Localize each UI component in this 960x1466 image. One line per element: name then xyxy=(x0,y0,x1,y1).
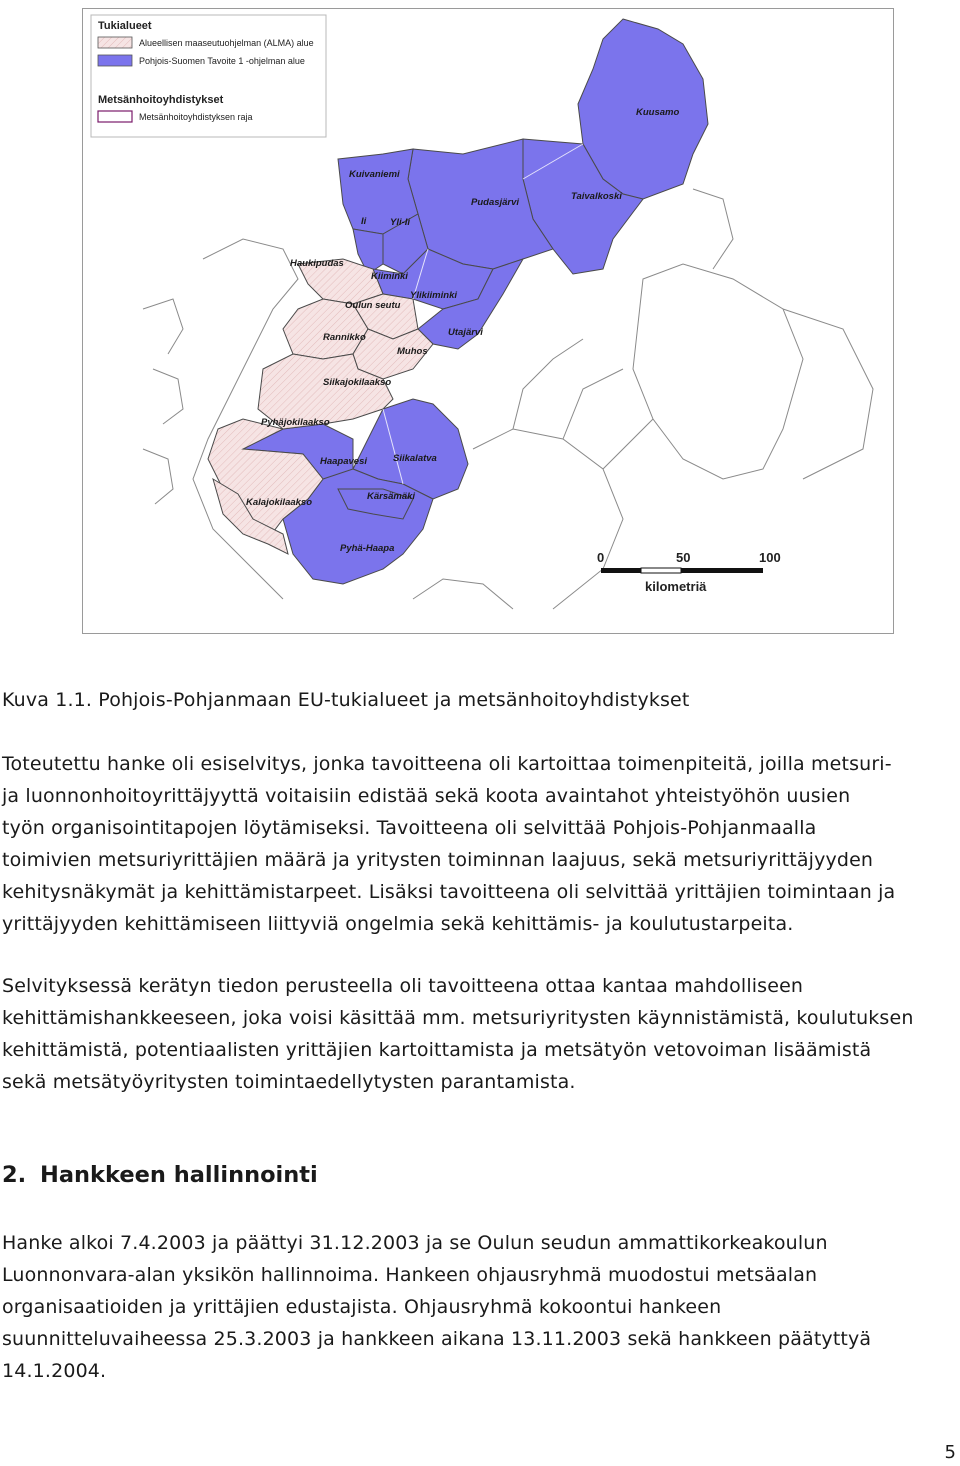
scale-tick-label: 50 xyxy=(676,550,691,565)
scale-unit: kilometriä xyxy=(645,579,707,594)
place-label: Pudasjärvi xyxy=(471,197,520,208)
legend-item-alma: Alueellisen maaseutuohjelman (ALMA) alue xyxy=(139,38,314,48)
place-label: Ii xyxy=(361,216,367,227)
place-label: Ylikiiminki xyxy=(410,290,457,301)
text-line: kehitysnäkymät ja kehittämistarpeet. Lisäksi tavoitteena oli selvittää yrittäjien toimintaan ja xyxy=(2,881,896,903)
text-line: toimivien metsuriyrittäjien määrä ja yritysten toiminnan laajuus, sekä metsuriyrittäjyyden xyxy=(2,849,874,871)
text-line: 14.1.2004. xyxy=(2,1360,107,1382)
place-label: Haukipudas xyxy=(290,258,344,269)
text-line: kehittämistä, potentiaalisten yrittäjien kartoittamista ja metsätyön vetovoiman lisäämistä xyxy=(2,1039,872,1061)
place-label: Taivalkoski xyxy=(571,191,622,202)
map-legend xyxy=(91,15,326,137)
paragraph-development xyxy=(2,970,958,1098)
text-line: organisaatioiden ja yrittäjien edustajista. Ohjausryhmä kokoontui hankeen xyxy=(2,1296,722,1318)
place-label: Kärsämäki xyxy=(367,491,416,502)
place-label: Pyhäjokilaakso xyxy=(261,417,330,428)
text-line: Selvityksessä kerätyn tiedon perusteella oli tavoitteena ottaa kantaa mahdolliseen xyxy=(2,975,804,997)
place-label: Muhos xyxy=(397,346,428,357)
place-label: Siikajokilaakso xyxy=(323,377,392,388)
text-line: kehittämishankkeeseen, joka voisi käsittää mm. metsuriyritysten käynnistämistä, koulutuksen xyxy=(2,1007,914,1029)
legend-swatch-border xyxy=(98,111,132,122)
place-label: Rannikko xyxy=(323,332,366,343)
place-label: Kiiminki xyxy=(371,271,408,282)
text-line: sekä metsätyöyritysten toimintaedellytysten parantamista. xyxy=(2,1071,576,1093)
place-label: Kuivaniemi xyxy=(349,169,400,180)
legend-associations-title: Metsänhoitoyhdistykset xyxy=(98,94,224,106)
legend-swatch-objective1 xyxy=(98,55,132,66)
place-label: Yli-Ii xyxy=(390,217,411,228)
text-line: Luonnonvara-alan yksikön hallinnoima. Hankeen ohjausryhmä muodostui metsäalan xyxy=(2,1264,818,1286)
section-number: 2. xyxy=(2,1162,27,1188)
text-line: Hanke alkoi 7.4.2003 ja päättyi 31.12.2003 ja se Oulun seudun ammattikorkeakoulun xyxy=(2,1232,828,1254)
place-label: Kalajokilaakso xyxy=(246,497,313,508)
text-line: ja luonnonhoitoyrittäjyyttä voitaisiin edistää sekä koota avaintahot yhteistyöhön uusien xyxy=(2,785,851,807)
place-label: Kuusamo xyxy=(636,107,680,118)
legend-support-title: Tukialueet xyxy=(98,20,152,32)
legend-swatch-alma xyxy=(98,37,132,48)
section-heading xyxy=(2,1158,318,1192)
place-label: Pyhä-Haapa xyxy=(340,543,395,554)
page-number: 5 xyxy=(944,1442,956,1463)
map-figure xyxy=(82,8,894,634)
place-label: Oulun seutu xyxy=(345,300,401,311)
legend-item-objective1: Pohjois-Suomen Tavoite 1 -ohjelman alue xyxy=(139,56,305,66)
section-title: Hankkeen hallinnointi xyxy=(40,1162,318,1188)
place-label: Siikalatva xyxy=(393,453,437,464)
text-line: työn organisointitapojen löytämiseksi. Tavoitteena oli selvittää Pohjois-Pohjanmaalla xyxy=(2,817,817,839)
text-line: yrittäjyyden kehittämiseen liittyviä ongelmia sekä kehittämis- ja koulutustarpeita. xyxy=(2,913,794,935)
place-label: Utajärvi xyxy=(448,327,483,338)
figure-caption: Kuva 1.1. Pohjois-Pohjanmaan EU-tukialueet ja metsänhoitoyhdistykset xyxy=(2,689,690,711)
text-line: Toteutettu hanke oli esiselvitys, jonka tavoitteena oli kartoittaa toimenpiteitä, joilla metsuri- xyxy=(2,753,892,775)
legend-item-border: Metsänhoitoyhdistyksen raja xyxy=(139,112,253,122)
map-svg xyxy=(83,9,895,635)
text-line: suunnitteluvaiheessa 25.3.2003 ja hankkeen aikana 13.11.2003 sekä hankkeen päätyttyä xyxy=(2,1328,872,1350)
paragraph-administration xyxy=(2,1227,958,1387)
scale-tick-label: 0 xyxy=(597,550,605,565)
paragraph-objectives xyxy=(2,748,958,940)
scale-bar xyxy=(597,550,781,594)
scale-tick-label: 100 xyxy=(759,550,781,565)
place-label: Haapavesi xyxy=(320,456,368,467)
